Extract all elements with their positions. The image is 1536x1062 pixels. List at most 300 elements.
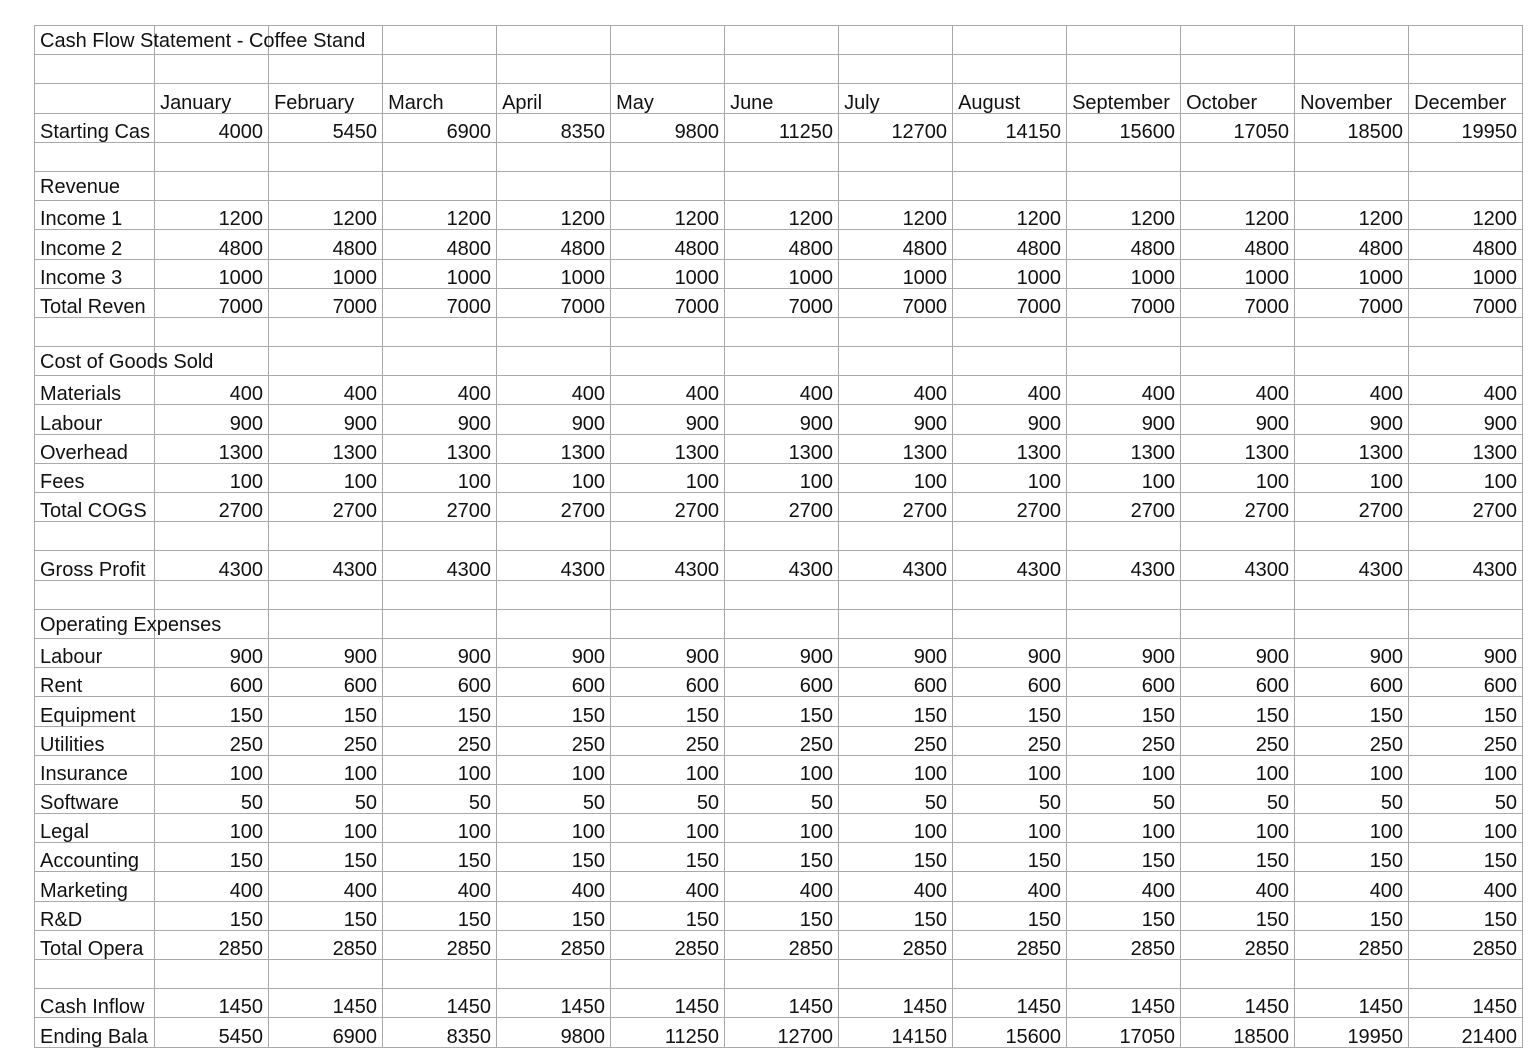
value-cell[interactable]: 600 xyxy=(953,668,1067,697)
empty-cell[interactable] xyxy=(611,580,725,609)
empty-cell[interactable] xyxy=(839,609,953,638)
value-cell[interactable]: 250 xyxy=(725,726,839,755)
value-cell[interactable]: 14150 xyxy=(839,1018,953,1047)
empty-cell[interactable] xyxy=(497,522,611,551)
empty-cell[interactable] xyxy=(725,26,839,55)
value-cell[interactable]: 4800 xyxy=(839,230,953,259)
value-cell[interactable]: 100 xyxy=(953,755,1067,784)
value-cell[interactable]: 2700 xyxy=(1181,493,1295,522)
value-cell[interactable]: 900 xyxy=(497,405,611,434)
value-cell[interactable]: 50 xyxy=(383,784,497,813)
empty-cell[interactable] xyxy=(497,960,611,989)
value-cell[interactable]: 400 xyxy=(1295,376,1409,405)
value-cell[interactable]: 4300 xyxy=(269,551,383,580)
value-cell[interactable]: 5450 xyxy=(269,113,383,142)
empty-cell[interactable] xyxy=(725,522,839,551)
value-cell[interactable]: 4300 xyxy=(155,551,269,580)
empty-cell[interactable] xyxy=(1295,171,1409,200)
value-cell[interactable]: 50 xyxy=(1067,784,1181,813)
empty-cell[interactable] xyxy=(269,142,383,171)
empty-cell[interactable] xyxy=(1067,26,1181,55)
value-cell[interactable]: 400 xyxy=(1067,376,1181,405)
value-cell[interactable]: 50 xyxy=(269,784,383,813)
value-cell[interactable]: 100 xyxy=(839,755,953,784)
row-label-cell[interactable]: Materials xyxy=(35,376,155,405)
empty-cell[interactable] xyxy=(953,55,1067,84)
empty-cell[interactable] xyxy=(725,317,839,346)
value-cell[interactable]: 250 xyxy=(1067,726,1181,755)
empty-cell[interactable] xyxy=(611,26,725,55)
row-label-cell[interactable]: R&D xyxy=(35,901,155,930)
empty-cell[interactable] xyxy=(1295,609,1409,638)
value-cell[interactable]: 2850 xyxy=(1181,930,1295,959)
value-cell[interactable]: 1300 xyxy=(497,434,611,463)
value-cell[interactable]: 1300 xyxy=(611,434,725,463)
value-cell[interactable]: 2850 xyxy=(1409,930,1523,959)
value-cell[interactable]: 1000 xyxy=(725,259,839,288)
empty-cell[interactable] xyxy=(839,347,953,376)
value-cell[interactable]: 900 xyxy=(1181,638,1295,667)
value-cell[interactable]: 4300 xyxy=(1295,551,1409,580)
value-cell[interactable]: 4800 xyxy=(1067,230,1181,259)
value-cell[interactable]: 100 xyxy=(497,814,611,843)
empty-cell[interactable] xyxy=(725,55,839,84)
value-cell[interactable]: 7000 xyxy=(155,288,269,317)
value-cell[interactable]: 50 xyxy=(497,784,611,813)
value-cell[interactable]: 600 xyxy=(611,668,725,697)
empty-cell[interactable] xyxy=(1409,960,1523,989)
empty-cell[interactable] xyxy=(35,580,155,609)
empty-cell[interactable] xyxy=(383,960,497,989)
value-cell[interactable]: 100 xyxy=(1409,814,1523,843)
empty-cell[interactable] xyxy=(1409,142,1523,171)
empty-cell[interactable] xyxy=(725,347,839,376)
value-cell[interactable]: 1450 xyxy=(1295,989,1409,1018)
empty-cell[interactable] xyxy=(35,960,155,989)
value-cell[interactable]: 400 xyxy=(1409,376,1523,405)
value-cell[interactable]: 50 xyxy=(1295,784,1409,813)
empty-cell[interactable] xyxy=(155,522,269,551)
value-cell[interactable]: 900 xyxy=(383,638,497,667)
value-cell[interactable]: 100 xyxy=(725,755,839,784)
value-cell[interactable]: 150 xyxy=(1409,697,1523,726)
row-label-cell[interactable]: Income 1 xyxy=(35,201,155,230)
value-cell[interactable]: 7000 xyxy=(383,288,497,317)
empty-cell[interactable] xyxy=(1181,609,1295,638)
row-label-cell[interactable]: Fees xyxy=(35,463,155,492)
row-label-cell[interactable]: Total COGS xyxy=(35,493,155,522)
value-cell[interactable]: 2850 xyxy=(1295,930,1409,959)
value-cell[interactable]: 50 xyxy=(155,784,269,813)
empty-cell[interactable] xyxy=(839,142,953,171)
value-cell[interactable]: 2700 xyxy=(1067,493,1181,522)
value-cell[interactable]: 900 xyxy=(953,405,1067,434)
empty-cell[interactable] xyxy=(725,960,839,989)
value-cell[interactable]: 4800 xyxy=(611,230,725,259)
empty-cell[interactable] xyxy=(383,347,497,376)
value-cell[interactable]: 50 xyxy=(1409,784,1523,813)
value-cell[interactable]: 50 xyxy=(1181,784,1295,813)
value-cell[interactable]: 400 xyxy=(725,872,839,901)
value-cell[interactable]: 12700 xyxy=(839,113,953,142)
empty-cell[interactable] xyxy=(839,317,953,346)
value-cell[interactable]: 150 xyxy=(1067,697,1181,726)
row-label-cell[interactable]: Equipment xyxy=(35,697,155,726)
value-cell[interactable]: 2850 xyxy=(1067,930,1181,959)
value-cell[interactable]: 1300 xyxy=(269,434,383,463)
value-cell[interactable]: 1200 xyxy=(1181,201,1295,230)
empty-cell[interactable] xyxy=(497,55,611,84)
value-cell[interactable]: 1000 xyxy=(269,259,383,288)
value-cell[interactable]: 1000 xyxy=(953,259,1067,288)
value-cell[interactable]: 100 xyxy=(725,463,839,492)
empty-cell[interactable] xyxy=(1181,142,1295,171)
value-cell[interactable]: 1450 xyxy=(611,989,725,1018)
value-cell[interactable]: 100 xyxy=(155,755,269,784)
value-cell[interactable]: 100 xyxy=(383,463,497,492)
value-cell[interactable]: 8350 xyxy=(383,1018,497,1047)
value-cell[interactable]: 21400 xyxy=(1409,1018,1523,1047)
empty-cell[interactable] xyxy=(725,142,839,171)
empty-cell[interactable] xyxy=(1067,171,1181,200)
value-cell[interactable]: 100 xyxy=(611,463,725,492)
value-cell[interactable]: 2700 xyxy=(383,493,497,522)
value-cell[interactable]: 100 xyxy=(1067,814,1181,843)
value-cell[interactable]: 250 xyxy=(1181,726,1295,755)
value-cell[interactable]: 600 xyxy=(269,668,383,697)
value-cell[interactable]: 1300 xyxy=(953,434,1067,463)
value-cell[interactable]: 1450 xyxy=(953,989,1067,1018)
value-cell[interactable]: 900 xyxy=(839,638,953,667)
value-cell[interactable]: 1000 xyxy=(839,259,953,288)
value-cell[interactable]: 150 xyxy=(155,901,269,930)
value-cell[interactable]: 150 xyxy=(725,843,839,872)
empty-cell[interactable] xyxy=(1409,609,1523,638)
value-cell[interactable]: 900 xyxy=(1067,638,1181,667)
empty-cell[interactable] xyxy=(1295,55,1409,84)
value-cell[interactable]: 1450 xyxy=(1181,989,1295,1018)
value-cell[interactable]: 150 xyxy=(155,697,269,726)
month-header-cell[interactable]: August xyxy=(953,84,1067,113)
value-cell[interactable]: 4300 xyxy=(839,551,953,580)
value-cell[interactable]: 600 xyxy=(1181,668,1295,697)
empty-cell[interactable] xyxy=(1181,960,1295,989)
value-cell[interactable]: 100 xyxy=(1181,463,1295,492)
value-cell[interactable]: 1450 xyxy=(383,989,497,1018)
value-cell[interactable]: 400 xyxy=(725,376,839,405)
value-cell[interactable]: 17050 xyxy=(1181,113,1295,142)
value-cell[interactable]: 1200 xyxy=(725,201,839,230)
row-label-cell[interactable]: Income 2 xyxy=(35,230,155,259)
empty-cell[interactable] xyxy=(611,317,725,346)
empty-cell[interactable] xyxy=(611,522,725,551)
value-cell[interactable]: 7000 xyxy=(725,288,839,317)
value-cell[interactable]: 900 xyxy=(725,405,839,434)
empty-cell[interactable] xyxy=(1295,960,1409,989)
value-cell[interactable]: 1200 xyxy=(1067,201,1181,230)
empty-cell[interactable] xyxy=(1295,347,1409,376)
empty-cell[interactable] xyxy=(1409,522,1523,551)
value-cell[interactable]: 1300 xyxy=(1067,434,1181,463)
value-cell[interactable]: 50 xyxy=(953,784,1067,813)
value-cell[interactable]: 100 xyxy=(611,814,725,843)
value-cell[interactable]: 600 xyxy=(155,668,269,697)
value-cell[interactable]: 400 xyxy=(383,376,497,405)
empty-cell[interactable] xyxy=(383,142,497,171)
value-cell[interactable]: 400 xyxy=(1295,872,1409,901)
value-cell[interactable]: 600 xyxy=(839,668,953,697)
value-cell[interactable]: 250 xyxy=(1295,726,1409,755)
value-cell[interactable]: 400 xyxy=(1181,872,1295,901)
value-cell[interactable]: 1200 xyxy=(1295,201,1409,230)
value-cell[interactable]: 1200 xyxy=(953,201,1067,230)
value-cell[interactable]: 1000 xyxy=(1067,259,1181,288)
value-cell[interactable]: 600 xyxy=(1067,668,1181,697)
value-cell[interactable]: 100 xyxy=(497,463,611,492)
value-cell[interactable]: 600 xyxy=(383,668,497,697)
value-cell[interactable]: 5450 xyxy=(155,1018,269,1047)
value-cell[interactable]: 400 xyxy=(1409,872,1523,901)
value-cell[interactable]: 100 xyxy=(1409,463,1523,492)
value-cell[interactable]: 900 xyxy=(839,405,953,434)
value-cell[interactable]: 150 xyxy=(497,697,611,726)
value-cell[interactable]: 1450 xyxy=(497,989,611,1018)
value-cell[interactable]: 4000 xyxy=(155,113,269,142)
value-cell[interactable]: 1000 xyxy=(1181,259,1295,288)
value-cell[interactable]: 19950 xyxy=(1295,1018,1409,1047)
value-cell[interactable]: 7000 xyxy=(497,288,611,317)
empty-cell[interactable] xyxy=(269,317,383,346)
value-cell[interactable]: 4300 xyxy=(1067,551,1181,580)
value-cell[interactable]: 14150 xyxy=(953,113,1067,142)
value-cell[interactable]: 150 xyxy=(269,697,383,726)
row-label-cell[interactable]: Utilities xyxy=(35,726,155,755)
value-cell[interactable]: 9800 xyxy=(611,113,725,142)
value-cell[interactable]: 1450 xyxy=(155,989,269,1018)
empty-cell[interactable] xyxy=(269,55,383,84)
value-cell[interactable]: 15600 xyxy=(953,1018,1067,1047)
value-cell[interactable]: 17050 xyxy=(1067,1018,1181,1047)
value-cell[interactable]: 1450 xyxy=(725,989,839,1018)
value-cell[interactable]: 250 xyxy=(839,726,953,755)
value-cell[interactable]: 400 xyxy=(611,872,725,901)
value-cell[interactable]: 600 xyxy=(725,668,839,697)
empty-cell[interactable] xyxy=(611,960,725,989)
empty-cell[interactable] xyxy=(155,317,269,346)
value-cell[interactable]: 15600 xyxy=(1067,113,1181,142)
value-cell[interactable]: 150 xyxy=(1181,697,1295,726)
empty-cell[interactable] xyxy=(1181,580,1295,609)
empty-cell[interactable] xyxy=(497,142,611,171)
empty-cell[interactable] xyxy=(839,522,953,551)
value-cell[interactable]: 100 xyxy=(953,463,1067,492)
empty-cell[interactable] xyxy=(497,609,611,638)
empty-cell[interactable] xyxy=(1067,522,1181,551)
value-cell[interactable]: 1200 xyxy=(269,201,383,230)
value-cell[interactable]: 4800 xyxy=(1295,230,1409,259)
empty-cell[interactable] xyxy=(1181,347,1295,376)
empty-cell[interactable] xyxy=(383,522,497,551)
value-cell[interactable]: 100 xyxy=(383,814,497,843)
value-cell[interactable]: 150 xyxy=(383,697,497,726)
value-cell[interactable]: 7000 xyxy=(953,288,1067,317)
empty-cell[interactable] xyxy=(1067,142,1181,171)
section-header-cell[interactable] xyxy=(35,609,222,638)
value-cell[interactable]: 18500 xyxy=(1181,1018,1295,1047)
value-cell[interactable]: 1300 xyxy=(383,434,497,463)
empty-cell[interactable] xyxy=(953,960,1067,989)
value-cell[interactable]: 11250 xyxy=(611,1018,725,1047)
row-label-cell[interactable]: Rent xyxy=(35,668,155,697)
value-cell[interactable]: 150 xyxy=(1295,843,1409,872)
value-cell[interactable]: 100 xyxy=(1181,755,1295,784)
value-cell[interactable]: 150 xyxy=(497,843,611,872)
value-cell[interactable]: 6900 xyxy=(269,1018,383,1047)
value-cell[interactable]: 150 xyxy=(611,843,725,872)
value-cell[interactable]: 400 xyxy=(155,376,269,405)
value-cell[interactable]: 1300 xyxy=(725,434,839,463)
value-cell[interactable]: 250 xyxy=(155,726,269,755)
value-cell[interactable]: 7000 xyxy=(1181,288,1295,317)
row-label-cell[interactable]: Insurance xyxy=(35,755,155,784)
value-cell[interactable]: 2700 xyxy=(1295,493,1409,522)
value-cell[interactable]: 150 xyxy=(839,901,953,930)
month-header-cell[interactable]: March xyxy=(383,84,497,113)
section-header-cell[interactable] xyxy=(35,171,155,200)
empty-cell[interactable] xyxy=(953,609,1067,638)
value-cell[interactable]: 50 xyxy=(725,784,839,813)
value-cell[interactable]: 4800 xyxy=(155,230,269,259)
value-cell[interactable]: 150 xyxy=(497,901,611,930)
empty-cell[interactable] xyxy=(611,55,725,84)
row-label-cell[interactable]: Overhead xyxy=(35,434,155,463)
value-cell[interactable]: 2850 xyxy=(611,930,725,959)
value-cell[interactable]: 100 xyxy=(839,463,953,492)
value-cell[interactable]: 2850 xyxy=(953,930,1067,959)
value-cell[interactable]: 11250 xyxy=(725,113,839,142)
value-cell[interactable]: 8350 xyxy=(497,113,611,142)
value-cell[interactable]: 100 xyxy=(1067,463,1181,492)
value-cell[interactable]: 400 xyxy=(383,872,497,901)
empty-cell[interactable] xyxy=(1409,317,1523,346)
value-cell[interactable]: 400 xyxy=(953,376,1067,405)
empty-cell[interactable] xyxy=(1409,55,1523,84)
value-cell[interactable]: 900 xyxy=(269,405,383,434)
value-cell[interactable]: 7000 xyxy=(611,288,725,317)
value-cell[interactable]: 2850 xyxy=(839,930,953,959)
value-cell[interactable]: 1000 xyxy=(611,259,725,288)
value-cell[interactable]: 19950 xyxy=(1409,113,1523,142)
empty-cell[interactable] xyxy=(269,580,383,609)
value-cell[interactable]: 4300 xyxy=(611,551,725,580)
empty-cell[interactable] xyxy=(1181,522,1295,551)
value-cell[interactable]: 2700 xyxy=(1409,493,1523,522)
value-cell[interactable]: 150 xyxy=(1409,843,1523,872)
value-cell[interactable]: 400 xyxy=(269,872,383,901)
month-header-cell[interactable]: January xyxy=(155,84,269,113)
value-cell[interactable]: 900 xyxy=(611,405,725,434)
empty-cell[interactable] xyxy=(1181,55,1295,84)
value-cell[interactable]: 1200 xyxy=(839,201,953,230)
value-cell[interactable]: 250 xyxy=(953,726,1067,755)
row-label-cell[interactable]: Cash Inflow xyxy=(35,989,155,1018)
value-cell[interactable]: 1300 xyxy=(155,434,269,463)
value-cell[interactable]: 100 xyxy=(1295,814,1409,843)
value-cell[interactable]: 1200 xyxy=(383,201,497,230)
value-cell[interactable]: 4800 xyxy=(953,230,1067,259)
row-label-cell[interactable]: Software xyxy=(35,784,155,813)
empty-cell[interactable] xyxy=(953,522,1067,551)
empty-cell[interactable] xyxy=(155,55,269,84)
value-cell[interactable]: 100 xyxy=(839,814,953,843)
value-cell[interactable]: 100 xyxy=(497,755,611,784)
empty-cell[interactable] xyxy=(1067,347,1181,376)
value-cell[interactable]: 1200 xyxy=(1409,201,1523,230)
value-cell[interactable]: 900 xyxy=(1295,638,1409,667)
empty-cell[interactable] xyxy=(383,171,497,200)
value-cell[interactable]: 12700 xyxy=(725,1018,839,1047)
empty-cell[interactable] xyxy=(35,522,155,551)
value-cell[interactable]: 100 xyxy=(155,814,269,843)
value-cell[interactable]: 150 xyxy=(383,843,497,872)
value-cell[interactable]: 100 xyxy=(269,463,383,492)
value-cell[interactable]: 600 xyxy=(1295,668,1409,697)
value-cell[interactable]: 4300 xyxy=(383,551,497,580)
empty-cell[interactable] xyxy=(1409,26,1523,55)
empty-cell[interactable] xyxy=(1067,580,1181,609)
value-cell[interactable]: 400 xyxy=(839,872,953,901)
value-cell[interactable]: 2700 xyxy=(269,493,383,522)
empty-cell[interactable] xyxy=(155,171,269,200)
value-cell[interactable]: 2700 xyxy=(953,493,1067,522)
value-cell[interactable]: 1000 xyxy=(497,259,611,288)
value-cell[interactable]: 1200 xyxy=(497,201,611,230)
empty-cell[interactable] xyxy=(953,26,1067,55)
value-cell[interactable]: 150 xyxy=(839,843,953,872)
value-cell[interactable]: 2850 xyxy=(269,930,383,959)
empty-cell[interactable] xyxy=(1295,317,1409,346)
value-cell[interactable]: 4800 xyxy=(269,230,383,259)
empty-cell[interactable] xyxy=(269,522,383,551)
empty-cell[interactable] xyxy=(269,347,383,376)
value-cell[interactable]: 400 xyxy=(497,872,611,901)
value-cell[interactable]: 1300 xyxy=(839,434,953,463)
empty-cell[interactable] xyxy=(1181,317,1295,346)
value-cell[interactable]: 4300 xyxy=(725,551,839,580)
empty-cell[interactable] xyxy=(383,55,497,84)
row-label-cell[interactable]: Income 3 xyxy=(35,259,155,288)
value-cell[interactable]: 1450 xyxy=(269,989,383,1018)
value-cell[interactable]: 900 xyxy=(1409,405,1523,434)
empty-cell[interactable] xyxy=(839,171,953,200)
row-label-cell[interactable]: Total Opera xyxy=(35,930,155,959)
row-label-cell[interactable]: Labour xyxy=(35,638,155,667)
empty-cell[interactable] xyxy=(35,317,155,346)
value-cell[interactable]: 400 xyxy=(269,376,383,405)
value-cell[interactable]: 250 xyxy=(497,726,611,755)
empty-cell[interactable] xyxy=(611,171,725,200)
value-cell[interactable]: 400 xyxy=(839,376,953,405)
value-cell[interactable]: 100 xyxy=(1067,755,1181,784)
empty-cell[interactable] xyxy=(953,580,1067,609)
row-label-cell[interactable]: Accounting xyxy=(35,843,155,872)
value-cell[interactable]: 400 xyxy=(155,872,269,901)
empty-cell[interactable] xyxy=(839,960,953,989)
value-cell[interactable]: 900 xyxy=(155,638,269,667)
month-header-cell[interactable]: May xyxy=(611,84,725,113)
value-cell[interactable]: 900 xyxy=(269,638,383,667)
value-cell[interactable]: 150 xyxy=(1295,697,1409,726)
